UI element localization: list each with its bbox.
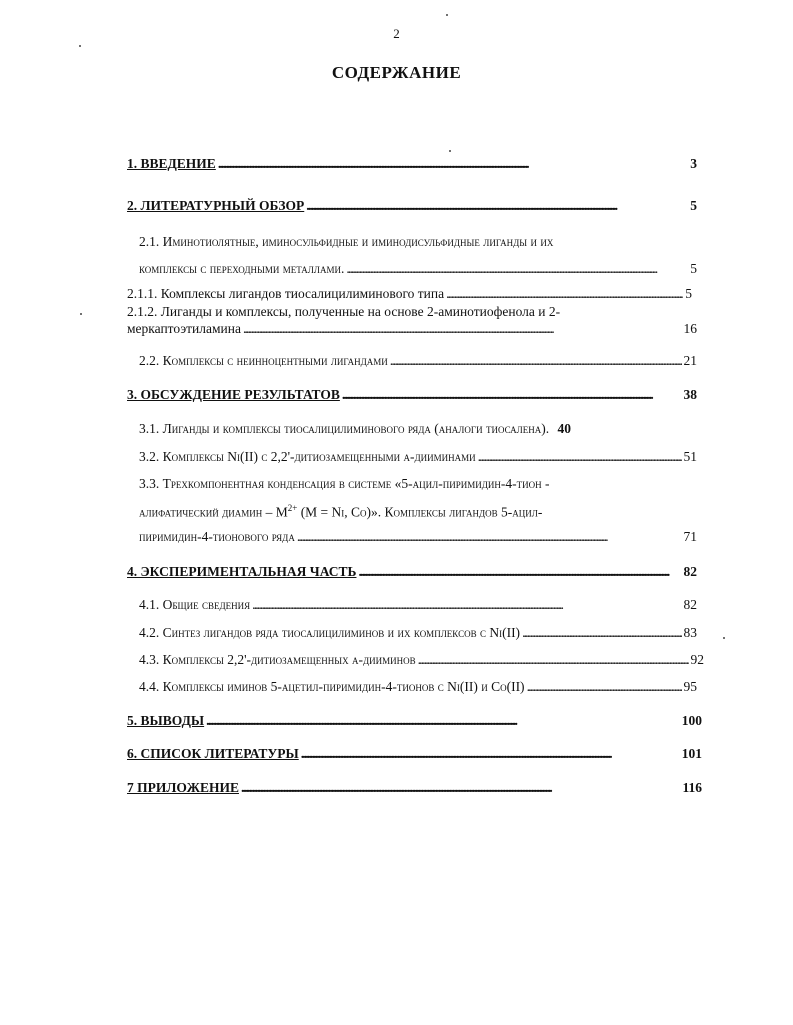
toc-label: 4.2. Синтез лигандов ряда тиосалицилиминов и их комплексов с Ni(II)	[139, 625, 521, 640]
toc-page-number: 16	[683, 321, 697, 336]
toc-label: 1. ВВЕДЕНИЕ	[127, 156, 216, 171]
toc-text: алифатический диамин – M	[139, 504, 288, 520]
dot-leader	[297, 528, 682, 545]
toc-label: пиримидин-4-тионового ряда	[139, 529, 295, 544]
toc-page-number: 71	[683, 529, 697, 544]
toc-label: 2.2. Комплексы с неинноцентными лигандами	[139, 353, 388, 368]
dot-leader	[358, 563, 681, 580]
toc-entry-results[interactable]	[127, 386, 697, 403]
dot-leader	[418, 651, 689, 668]
toc-page-number: 100	[681, 713, 702, 728]
toc-entry-2-2[interactable]	[139, 352, 697, 369]
toc-label: 3. ОБСУЖДЕНИЕ РЕЗУЛЬТАТОВ	[127, 387, 340, 402]
dot-leader	[252, 596, 681, 613]
toc-entry-intro[interactable]	[127, 155, 697, 172]
toc-entry-3-1[interactable]	[139, 420, 571, 437]
dot-leader	[342, 386, 682, 403]
dot-leader	[306, 197, 688, 214]
toc-page-number: 5	[690, 261, 697, 276]
dot-leader	[527, 678, 682, 695]
toc-page-number: 82	[683, 564, 697, 579]
scan-speck	[723, 637, 725, 639]
dot-leader	[206, 712, 680, 729]
toc-label: 3.2. Комплексы Ni(II) с 2,2'-дитиозамещенными α-дииминами	[139, 449, 476, 464]
toc-page-number: 116	[682, 780, 702, 795]
toc-entry-literature-review[interactable]	[127, 197, 697, 214]
toc-label: 2.1.1. Комплексы лигандов тиосалицилиминового типа	[127, 286, 445, 301]
toc-entry-2-1-2-line1: 2.1.2. Лиганды и комплексы, полученные на основе 2-аминотиофенола и 2-	[127, 304, 561, 319]
toc-entry-4-3[interactable]	[139, 651, 704, 668]
dot-leader	[446, 285, 683, 302]
toc-page-number: 3	[690, 156, 697, 171]
toc-entry-4-2[interactable]	[139, 624, 697, 641]
toc-entry-references[interactable]	[127, 745, 702, 762]
toc-label: меркаптоэтиламина	[127, 321, 241, 336]
toc-entry-4-1[interactable]	[139, 596, 697, 613]
dot-leader	[390, 352, 682, 369]
toc-entry-2-1-line1: 2.1. Иминотиолятные, иминосульфидные и иминодисульфидные лиганды и их	[139, 234, 554, 249]
toc-page-number: 21	[683, 353, 697, 368]
toc-page-number: 51	[683, 449, 697, 464]
toc-page-number: 38	[683, 387, 697, 402]
toc-page-number: 40	[557, 421, 571, 436]
toc-entry-3-3-line2	[139, 500, 542, 521]
scan-speck	[446, 14, 448, 16]
scan-speck	[79, 45, 81, 47]
scan-speck	[449, 150, 451, 152]
toc-label: 6. СПИСОК ЛИТЕРАТУРЫ	[127, 746, 299, 761]
toc-label: 5. ВЫВОДЫ	[127, 713, 205, 728]
toc-entry-appendix[interactable]	[127, 779, 702, 796]
toc-entry-2-1[interactable]	[139, 260, 697, 277]
dot-leader	[301, 745, 680, 762]
toc-label: 2. ЛИТЕРАТУРНЫЙ ОБЗОР	[127, 198, 305, 213]
toc-page-number: 5	[685, 286, 692, 301]
toc-entry-2-1-1[interactable]	[127, 285, 692, 302]
toc-label: 3.1. Лиганды и комплексы тиосалицилиминового ряда (аналоги тиосалена).	[139, 421, 550, 436]
toc-page-number: 92	[690, 652, 704, 667]
dot-leader	[243, 320, 682, 337]
toc-entry-3-3[interactable]	[139, 528, 697, 545]
toc-page-number: 5	[690, 198, 697, 213]
toc-page-number: 82	[683, 597, 697, 612]
toc-page-number: 95	[683, 679, 697, 694]
dot-leader	[522, 624, 681, 641]
toc-entry-3-2[interactable]	[139, 448, 697, 465]
toc-page-number: 83	[683, 625, 697, 640]
toc-entry-3-3-line1: 3.3. Трехкомпонентная конденсация в системе «5-ацил-пиримидин-4-тион -	[139, 476, 550, 491]
dot-leader	[218, 155, 688, 172]
page-title: СОДЕРЖАНИЕ	[331, 63, 462, 82]
toc-label: 4. ЭКСПЕРИМЕНТАЛЬНАЯ ЧАСТЬ	[127, 564, 357, 579]
superscript-charge: 2+	[287, 503, 298, 513]
toc-entry-experimental[interactable]	[127, 563, 697, 580]
toc-label: 4.3. Комплексы 2,2'-дитиозамещенных α-дииминов	[139, 652, 416, 667]
scan-speck	[80, 313, 82, 315]
toc-label: 4.4. Комплексы иминов 5-ацетил-пиримидин-4-тионов с Ni(II) и Co(II)	[139, 679, 525, 694]
toc-label: 7 ПРИЛОЖЕНИЕ	[127, 780, 239, 795]
toc-entry-conclusions[interactable]	[127, 712, 702, 729]
toc-page-number: 101	[681, 746, 702, 761]
dot-leader	[346, 260, 688, 277]
toc-entry-2-1-2[interactable]	[127, 320, 697, 337]
toc-label: 4.1. Общие сведения	[139, 597, 251, 612]
toc-label: комплексы с переходными металлами.	[139, 261, 345, 276]
dot-leader	[478, 448, 682, 465]
dot-leader	[241, 779, 681, 796]
toc-text: (M = Ni, Co)». Комплексы лигандов 5-ацил-	[297, 504, 543, 520]
toc-entry-4-4[interactable]	[139, 678, 697, 695]
page-number: 2	[393, 26, 400, 41]
